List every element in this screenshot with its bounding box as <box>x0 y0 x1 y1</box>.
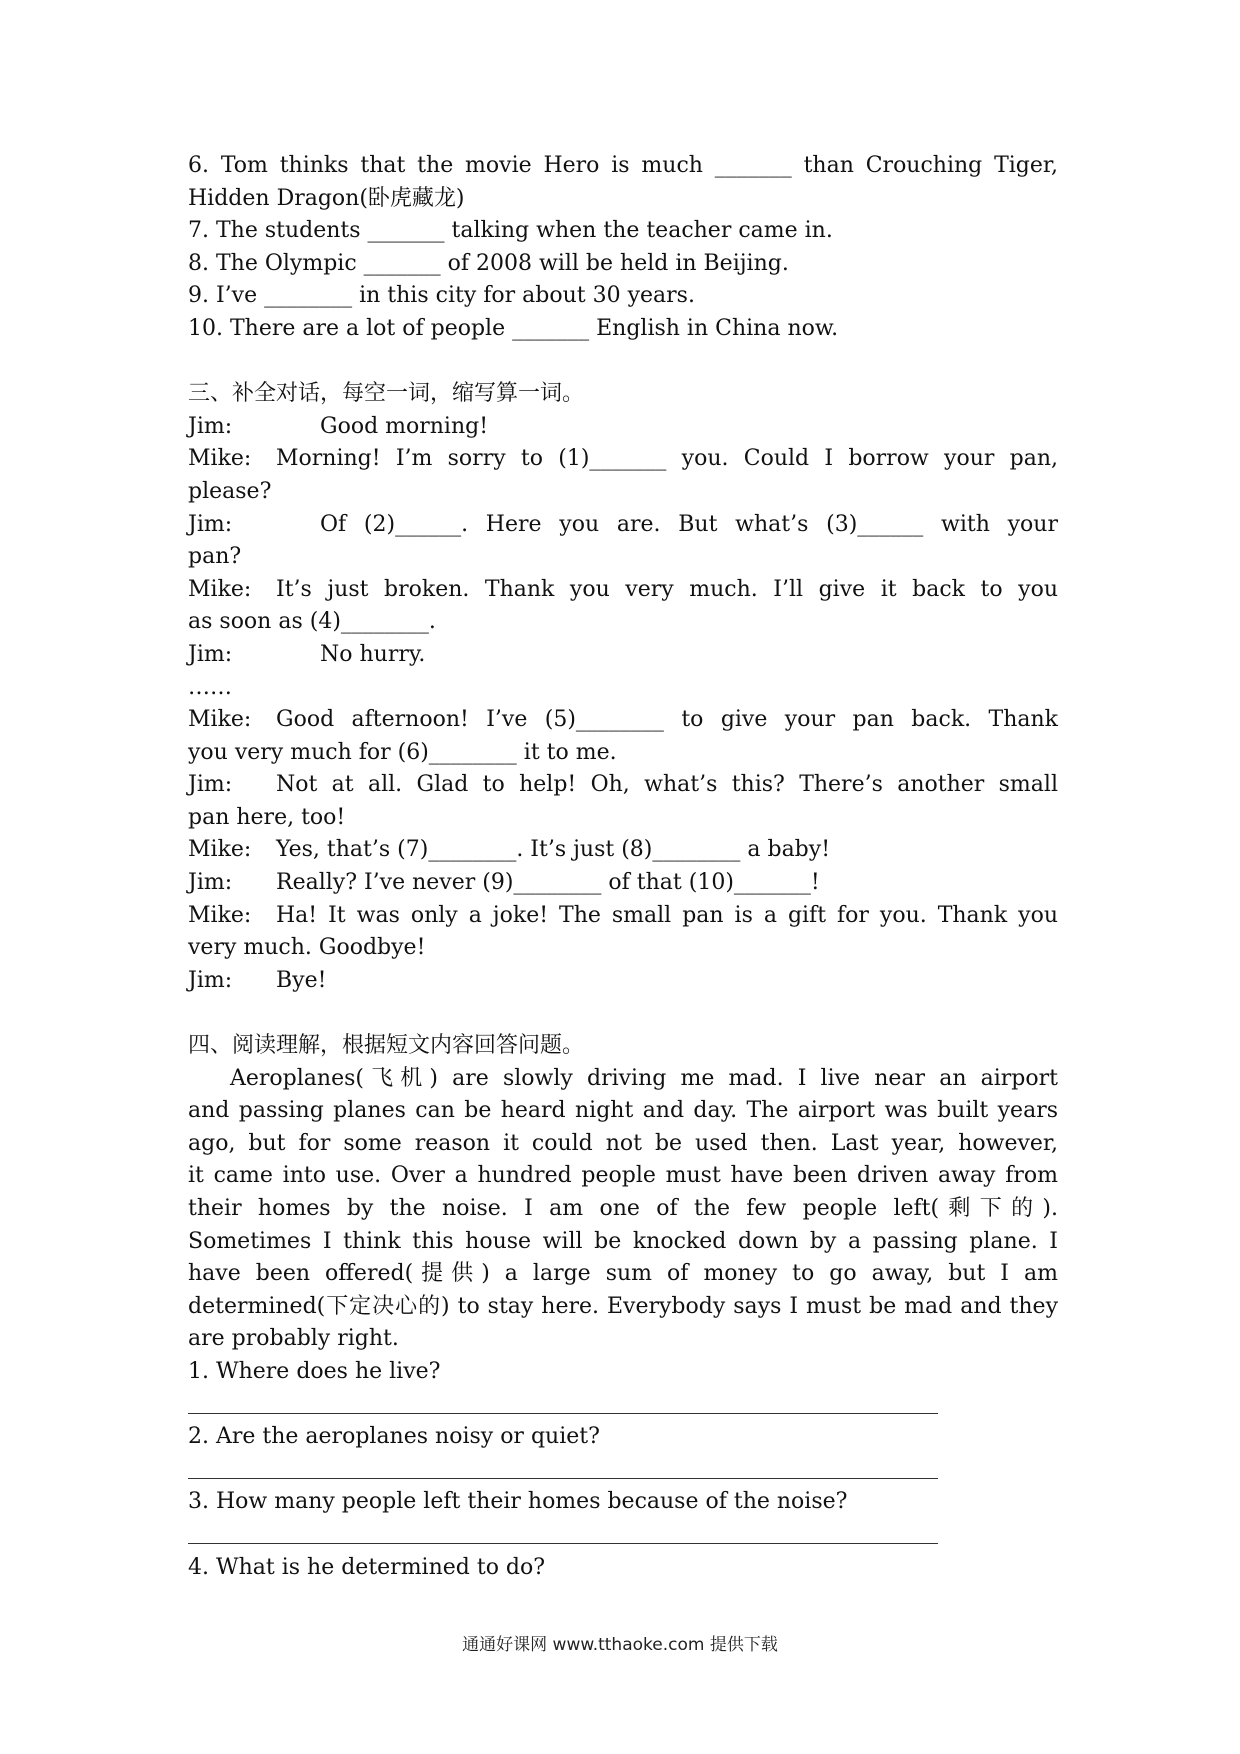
page-footer: 通通好课网 www.tthaoke.com 提供下载 <box>462 1635 778 1655</box>
speaker: Jim: <box>188 967 233 993</box>
dialogue-ellipsis: …… <box>188 674 232 700</box>
dialogue-line <box>188 443 1058 476</box>
speaker: Jim: <box>188 511 233 537</box>
utterance-continuation: as soon as (4)________. <box>188 609 436 635</box>
fill-in-items <box>188 150 1058 346</box>
item-10: 10. There are a lot of people _______ English in China now. <box>188 315 839 341</box>
answer-line-2[interactable] <box>188 1454 1058 1487</box>
answer-line-1[interactable] <box>188 1389 1058 1422</box>
utterance-continuation: you very much for (6)________ it to me. <box>188 739 617 765</box>
dialogue-line <box>188 965 1058 998</box>
item-9: 9. I’ve ________ in this city for about 30 years. <box>188 283 695 309</box>
speaker: Mike: <box>188 576 252 602</box>
utterance-continuation: pan? <box>188 544 242 570</box>
speaker: Jim: <box>188 772 233 798</box>
utterance: Good morning! <box>320 413 489 439</box>
dialogue-line <box>188 704 1058 737</box>
speaker: Jim: <box>188 413 233 439</box>
utterance: It’s just broken. Thank you very much. I’ll give it back to you <box>276 576 1058 602</box>
speaker: Jim: <box>188 870 233 896</box>
dialogue-line <box>188 834 1058 867</box>
dialogue-line <box>188 639 1058 672</box>
utterance-continuation: please? <box>188 478 272 504</box>
dialogue <box>188 411 1058 998</box>
reading-passage <box>188 1063 1058 1356</box>
question-4: 4. What is he determined to do? <box>188 1554 546 1580</box>
utterance: No hurry. <box>320 641 426 667</box>
passage-line: are probably right. <box>188 1326 399 1352</box>
passage-line: and passing planes can be heard night and day. The airport was built years <box>188 1098 1058 1124</box>
utterance-continuation: very much. Goodbye! <box>188 935 426 961</box>
item-7: 7. The students _______ talking when the teacher came in. <box>188 218 833 244</box>
question-1: 1. Where does he live? <box>188 1358 441 1384</box>
section-4-heading: 四、阅读理解，根据短文内容回答问题。 <box>188 1033 585 1059</box>
dialogue-line <box>188 411 1058 444</box>
speaker: Mike: <box>188 707 252 733</box>
item-8: 8. The Olympic _______ of 2008 will be held in Beijing. <box>188 250 789 276</box>
dialogue-line <box>188 509 1058 542</box>
utterance: Ha! It was only a joke! The small pan is a gift for you. Thank you <box>276 902 1058 928</box>
item-6-line-2: Hidden Dragon(卧虎藏龙) <box>188 185 465 211</box>
utterance-continuation: pan here, too! <box>188 804 346 830</box>
speaker: Mike: <box>188 902 252 928</box>
passage-line: have been offered(提供) a large sum of money to go away, but I am <box>188 1261 1058 1287</box>
utterance: Not at all. Glad to help! Oh, what’s this? There’s another small <box>276 772 1058 798</box>
utterance: Really? I’ve never (9)________ of that (10)_______! <box>276 870 820 896</box>
utterance: Good afternoon! I’ve (5)________ to give your pan back. Thank <box>276 707 1058 733</box>
passage-line: it came into use. Over a hundred people must have been driven away from <box>188 1163 1058 1189</box>
question-3: 3. How many people left their homes because of the noise? <box>188 1489 848 1515</box>
speaker: Mike: <box>188 837 252 863</box>
dialogue-line <box>188 574 1058 607</box>
passage-line: Sometimes I think this house will be knocked down by a passing plane. I <box>188 1228 1058 1254</box>
passage-line: ago, but for some reason it could not be used then. Last year, however, <box>188 1130 1058 1156</box>
item-6-line-1: 6. Tom thinks that the movie Hero is much _______ than Crouching Tiger, <box>188 153 1058 178</box>
utterance: Of (2)______. Here you are. But what’s (3)______ with your <box>320 511 1058 537</box>
dialogue-line <box>188 769 1058 802</box>
passage-line: their homes by the noise. I am one of the few people left(剩下的). <box>188 1196 1058 1221</box>
answer-line-3[interactable] <box>188 1519 1058 1552</box>
questions <box>188 1356 1058 1584</box>
question-2: 2. Are the aeroplanes noisy or quiet? <box>188 1424 600 1450</box>
utterance: Bye! <box>276 967 327 993</box>
passage-line: determined(下定决心的) to stay here. Everybody says I must be mad and they <box>188 1293 1058 1319</box>
section-3-heading: 三、补全对话，每空一词，缩写算一词。 <box>188 381 585 407</box>
speaker: Mike: <box>188 446 252 472</box>
worksheet-content <box>188 150 1058 1584</box>
dialogue-line <box>188 867 1058 900</box>
utterance: Yes, that’s (7)________. It’s just (8)________ a baby! <box>276 837 831 863</box>
passage-line: Aeroplanes(飞机) are slowly driving me mad. I live near an airport <box>230 1065 1058 1091</box>
utterance: Morning! I’m sorry to (1)_______ you. Could I borrow your pan, <box>276 446 1058 472</box>
dialogue-line <box>188 900 1058 933</box>
speaker: Jim: <box>188 641 233 667</box>
